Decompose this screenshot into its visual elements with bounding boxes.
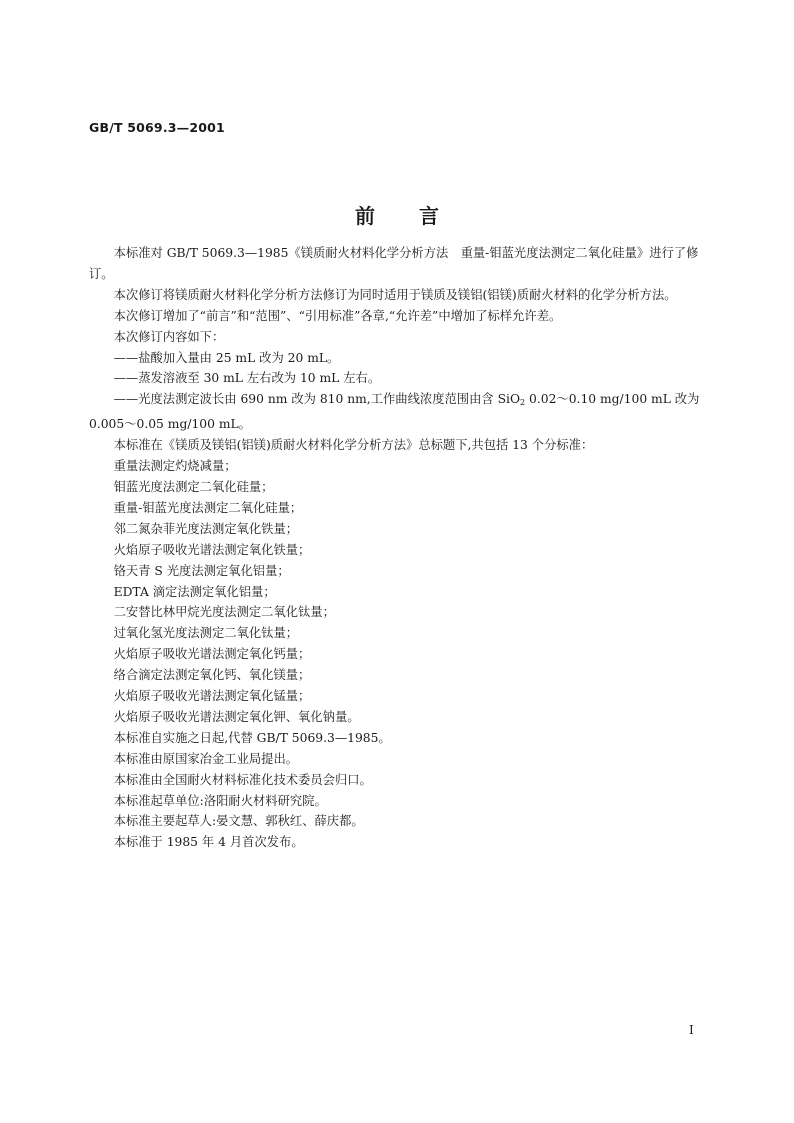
paragraph-drafting-unit: 本标准起草单位:洛阳耐火材料研究院。 <box>113 793 327 808</box>
sub-standard-item: 过氧化氢光度法测定二氧化钛量； <box>113 626 299 641</box>
wavelength-text-a: ——光度法测定波长由 690 nm 改为 810 nm,工作曲线浓度范围由含 SiO <box>113 392 521 407</box>
sub-standard-item: 火焰原子吸收光谱法测定氧化锰量； <box>113 689 311 704</box>
wavelength-text-b: 0.02～0.10 mg/100 mL 改为 0.005～0.05 mg/100 mL。 <box>89 392 700 432</box>
sub-standard-item: 重量法测定灼烧减量； <box>113 459 237 474</box>
sub-standard-item: 邻二氮杂菲光度法测定氧化铁量； <box>113 521 299 536</box>
document-body <box>89 243 705 853</box>
sub-standard-item: EDTA 滴定法测定氧化铝量； <box>113 584 276 599</box>
paragraph-scope-change: 本次修订将镁质耐火材料化学分析方法修订为同时适用于镁质及镁铝(铝镁)质耐火材料的化学分析方法。 <box>113 287 677 302</box>
paragraph-revision: 本标准对 GB/T 5069.3—1985《镁质耐火材料化学分析方法 重量-钼蓝光度法测定二氧化硅量》进行了修订。 <box>89 246 699 281</box>
sub-standard-item: 二安替比林甲烷光度法测定二氧化钛量； <box>113 605 335 620</box>
sub-standard-item: 铬天青 S 光度法测定氧化铝量； <box>113 563 290 578</box>
paragraph-first-published: 本标准于 1985 年 4 月首次发布。 <box>113 835 304 850</box>
page-number: I <box>689 1023 694 1037</box>
paragraph-centralized-by: 本标准由全国耐火材料标准化技术委员会归口。 <box>113 772 372 787</box>
sub-standard-item: 重量-钼蓝光度法测定二氧化硅量； <box>113 500 303 515</box>
change-item-evaporation: ——蒸发溶液至 30 mL 左右改为 10 mL 左右。 <box>113 371 381 386</box>
sub-standard-item: 钼蓝光度法测定二氧化硅量； <box>113 479 274 494</box>
paragraph-changes-intro: 本次修订内容如下： <box>113 329 225 344</box>
sub-standard-item: 火焰原子吸收光谱法测定氧化钙量； <box>113 647 311 662</box>
sub-standard-item: 火焰原子吸收光谱法测定氧化钾、氧化钠量。 <box>113 709 360 724</box>
sub-standard-item: 火焰原子吸收光谱法测定氧化铁量； <box>113 542 311 557</box>
sub-standard-item: 络合滴定法测定氧化钙、氧化镁量； <box>113 668 311 683</box>
standard-code: GB/T 5069.3—2001 <box>89 120 225 135</box>
paragraph-series-intro: 本标准在《镁质及镁铝(铝镁)质耐火材料化学分析方法》总标题下,共包括 13 个分标准： <box>113 438 594 453</box>
paragraph-proposed-by: 本标准由原国家冶金工业局提出。 <box>113 751 299 766</box>
sio2-subscript: 2 <box>520 398 526 408</box>
change-item-hcl: ——盐酸加入量由 25 mL 改为 20 mL。 <box>113 350 340 365</box>
page-title: 前言 <box>355 204 483 228</box>
paragraph-added-chapters: 本次修订增加了“前言”和“范围”、“引用标准”各章,“允许差”中增加了标样允许差。 <box>113 308 562 323</box>
paragraph-drafters: 本标准主要起草人:晏文慧、郭秋红、薛庆都。 <box>113 814 364 829</box>
change-item-wavelength <box>89 389 705 435</box>
paragraph-replaces: 本标准自实施之日起,代替 GB/T 5069.3—1985。 <box>113 730 391 745</box>
